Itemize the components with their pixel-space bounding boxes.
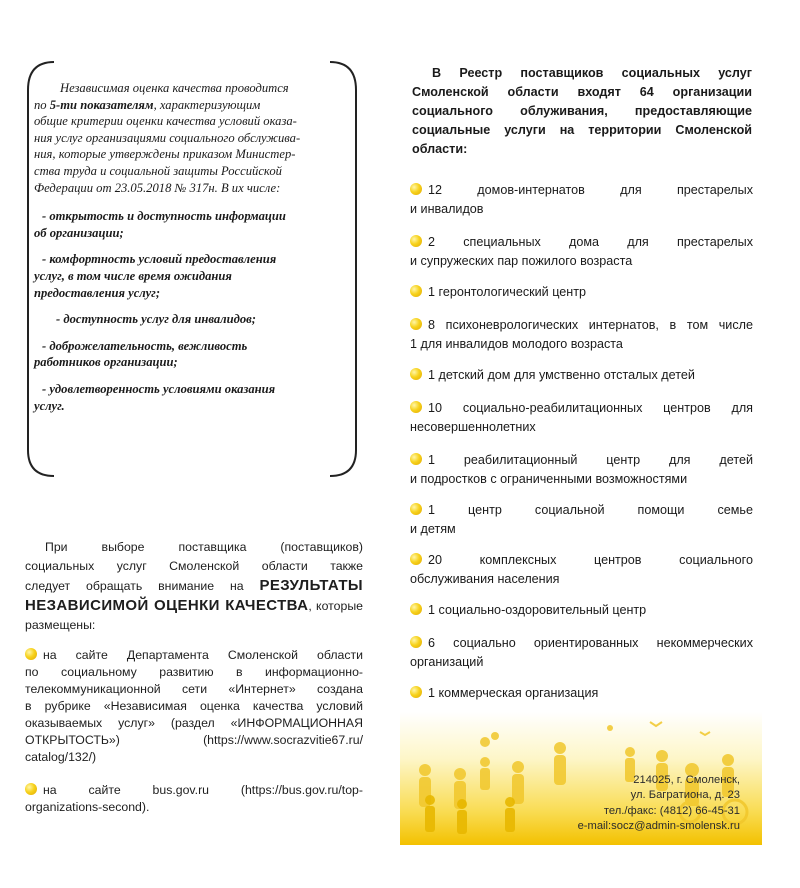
five-indicators-emphasis: 5-ти показателям (49, 97, 154, 112)
intro-line: по 5-ти показателям, характеризующим (34, 97, 261, 112)
registry-item: 2 специальных дома для престарелых и супружеских пар пожилого возраста (410, 235, 753, 268)
quality-assessment-box (22, 60, 362, 478)
yellow-ball-bullet-icon (410, 235, 422, 247)
registry-heading: В Реестр поставщиков социальных услуг Смоленской области входят 64 организации социального облуживания, предоставляющие социальные услуги на территории Смоленской области: (412, 66, 752, 156)
registry-item: 12 домов-интернатов для престарелых и инвалидов (410, 183, 753, 216)
intro-line: ния услуг организациями социального обслужива- (34, 130, 301, 145)
criterion-satisfaction: - удовлетворенность условиями оказания услуг. (34, 381, 276, 413)
quality-assessment-text (34, 80, 355, 414)
contact-info (500, 773, 740, 834)
site-item-bus-gov: на сайте bus.gov.ru (https://bus.gov.ru/top- organizations-second). (25, 783, 363, 814)
address-line: 214025, г. Смоленск, (633, 774, 740, 786)
yellow-ball-bullet-icon (410, 183, 422, 195)
yellow-ball-bullet-icon (410, 553, 422, 565)
registry-item: 1 коммерческая организация (410, 684, 753, 703)
criterion-accessibility: - доступность услуг для инвалидов; (56, 312, 257, 327)
yellow-ball-bullet-icon (410, 285, 422, 297)
intro-line: ния, которые утверждены приказом Министер- (34, 147, 296, 162)
registry-item: 1 социально-оздоровительный центр (410, 601, 753, 620)
yellow-ball-bullet-icon (410, 636, 422, 648)
registry-item: 1 детский дом для умственно отсталых детей (410, 366, 753, 385)
results-info-block (25, 538, 363, 816)
criterion-comfort: - комфортность условий предоставления услуг, в том числе время ожидания предоставления услуг; (34, 252, 277, 300)
contacts-banner (400, 712, 762, 845)
yellow-ball-bullet-icon (410, 686, 422, 698)
registry-item: 1 центр социальной помощи семье и детям (410, 503, 753, 536)
criterion-openness: - открытость и доступность информации об организации; (34, 209, 286, 240)
intro-line: Независимая оценка качества проводится (60, 81, 289, 95)
choose-line: следует обращать внимание на РЕЗУЛЬТАТЫ (25, 577, 363, 594)
yellow-ball-bullet-icon (25, 648, 37, 660)
yellow-ball-bullet-icon (410, 401, 422, 413)
registry-item: 1 геронтологический центр (410, 283, 753, 302)
registry-item: 8 психоневрологических интернатов, в том числе 1 для инвалидов молодого возраста (410, 318, 753, 351)
yellow-ball-bullet-icon (410, 603, 422, 615)
registry-item: 10 социально-реабилитационных центров для несовершеннолетних (410, 401, 753, 434)
yellow-ball-bullet-icon (410, 453, 422, 465)
choose-line: НЕЗАВИСИМОЙ ОЦЕНКИ КАЧЕСТВА, которые (25, 597, 363, 614)
intro-line: Федерации от 23.05.2018 № 317н. В их числе: (34, 180, 281, 195)
registry-item: 1 реабилитационный центр для детей и подростков с ограниченными возможностями (410, 453, 753, 486)
independent-assessment-emphasis: НЕЗАВИСИМОЙ ОЦЕНКИ КАЧЕСТВА (25, 597, 309, 614)
choose-line: социальных услуг Смоленской области также (25, 559, 363, 573)
choose-line: При выборе поставщика (поставщиков) (45, 540, 363, 554)
yellow-ball-bullet-icon (410, 503, 422, 515)
intro-line: общие критерии оценки качества условий оказа- (34, 114, 297, 129)
criterion-courtesy: - доброжелательность, вежливость работников организации; (34, 338, 248, 370)
phone-fax: тел./факс: (4812) 66-45-31 (603, 804, 740, 817)
address-line: ул. Багратиона, д. 23 (630, 789, 740, 802)
registry-item: 20 комплексных центров социального обслуживания населения (410, 553, 753, 586)
results-emphasis: РЕЗУЛЬТАТЫ (259, 577, 363, 594)
choose-line: размещены: (25, 618, 96, 632)
site-item-department: на сайте Департамента Смоленской области по социальному развитию в информационно- телекоммуникационной сети «Интернет» создана в рубрике «Независимая оценка качества условий оказываемых услуг» (раздел «ИНФОРМАЦИОННАЯ ОТКРЫТОСТЬ») (https://www.socrazvitie67.ru/ catalog/132/) (25, 648, 363, 764)
intro-line: ства труда и социальной защиты Российской (34, 163, 282, 178)
email-address: e-mail:socz@admin-smolensk.ru (577, 819, 740, 832)
yellow-ball-bullet-icon (410, 368, 422, 380)
yellow-ball-bullet-icon (410, 318, 422, 330)
yellow-ball-bullet-icon (25, 783, 37, 795)
registry-item: 6 социально ориентированных некоммерческих организаций (410, 636, 753, 669)
